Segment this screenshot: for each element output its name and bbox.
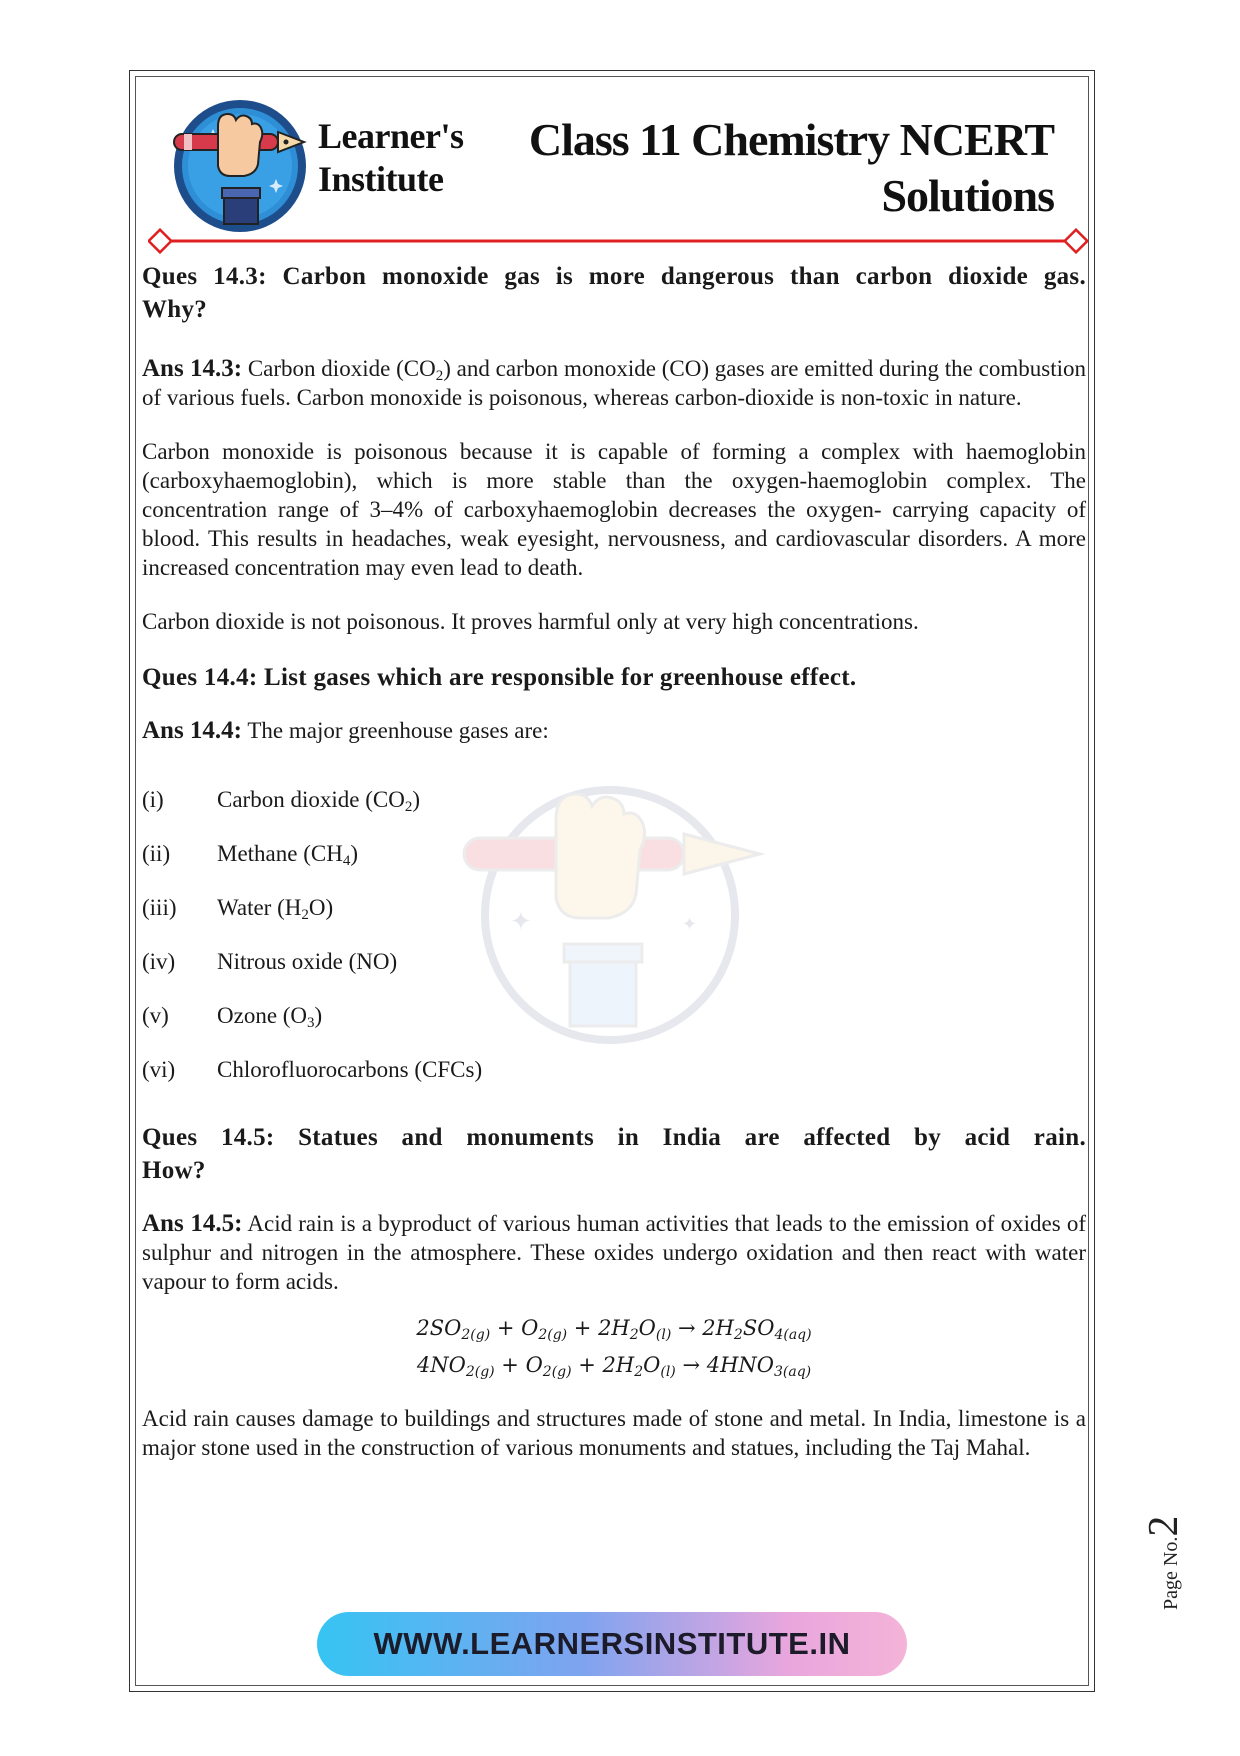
chemical-equations: [142, 1310, 1086, 1384]
list-item-text: Carbon dioxide $(CO_2)$: [217, 787, 420, 815]
list-item-number: (iii): [142, 895, 177, 920]
list-item: [142, 839, 1086, 893]
answer-14-3-p2: Carbon monoxide is poisonous because it is capable of forming a complex with haemoglobin (carboxyhaemoglobin), which is more stable than the oxygen-haemoglobin complex. The concentration range of 3–4% of carboxyhaemoglobin decreases the oxygen- carrying capacity of blood. This results in headaches, weak eyesight, nervousness, and cardiovascular disorders. A more increased concentration may even lead to death.: [142, 439, 1086, 580]
list-item-number: (v): [142, 1003, 169, 1028]
question-14-3: Ques 14.3: Carbon monoxide gas is more dangerous than carbon dioxide gas. Why?: [142, 263, 1086, 323]
list-item-text: Nitrous oxide (NO): [217, 949, 398, 974]
list-item: [142, 785, 1086, 839]
brand-line-2: Institute: [318, 159, 444, 199]
list-item-text: Chlorofluorocarbons (CFCs): [217, 1057, 483, 1082]
greenhouse-gas-list: [142, 785, 1086, 1095]
list-item-text: Water $(H_2O)$: [217, 895, 334, 923]
answer-14-3-text-b: ) and carbon monoxide (CO) gases are emitted during the combustion of various fuels. Carbon monoxide is poisonous, whereas carbon-dioxide is non-toxic in nature.: [142, 356, 1086, 410]
list-item-number: (ii): [142, 841, 171, 866]
svg-text:✦: ✦: [682, 914, 698, 935]
answer-14-3-text-a: Carbon dioxide (CO: [242, 356, 436, 381]
equation-sulphuric-acid: $2SO_{2(g)} + O_{2(g)} + 2H_2O_{(l)} \to 2H_2SO_{4(aq)}$: [416, 1316, 812, 1343]
title-line-1: Class 11 Chemistry NCERT: [528, 114, 1054, 165]
list-item-text: Methane $(CH_4)$: [217, 841, 358, 869]
list-item: [142, 1001, 1086, 1055]
list-item-number: (iv): [142, 949, 176, 974]
list-item-text: Ozone $(O_3)$: [217, 1003, 323, 1031]
answer-label-14-3: Ans 14.3:: [142, 355, 243, 382]
title-line-2: Solutions: [881, 170, 1054, 221]
page-number-label: Page No.: [1160, 1536, 1182, 1610]
list-item: [142, 1055, 1086, 1095]
list-item: [142, 893, 1086, 947]
equation-nitric-acid: $4NO_{2(g)} + O_{2(g)} + 2H_2O_{(l)} \to 4HNO_{3(aq)}$: [416, 1353, 812, 1380]
list-item: [142, 947, 1086, 1001]
answer-14-5-text: Acid rain is a byproduct of various human activities that leads to the emission of oxides of sulphur and nitrogen in the atmosphere. These oxides undergo oxidation and then react with water vapour to form acids.: [142, 1211, 1086, 1294]
page-number-value: 2: [1141, 1515, 1187, 1537]
svg-text:✦: ✦: [510, 907, 532, 937]
question-14-5: Ques 14.5: Statues and monuments in India are affected by acid rain. How?: [142, 1124, 1086, 1184]
page-content: [142, 260, 1086, 1487]
list-item-number: (i): [142, 787, 164, 812]
answer-14-4-intro: [142, 716, 1086, 745]
header-divider: [148, 228, 1088, 254]
answer-label-14-5: Ans 14.5:: [142, 1210, 243, 1237]
answer-14-4-text: The major greenhouse gases are:: [242, 718, 549, 743]
page-title: [529, 112, 1054, 224]
question-14-4: Ques 14.4: List gases which are responsible for greenhouse effect.: [142, 664, 857, 691]
page-number: [1140, 1516, 1188, 1610]
website-link[interactable]: WWW.LEARNERSINSTITUTE.IN: [317, 1612, 907, 1676]
brand-line-1: Learner's: [318, 116, 464, 156]
subscript: 2: [435, 368, 444, 384]
answer-14-5-p1: [142, 1209, 1086, 1296]
answer-14-3-p1: [142, 354, 1086, 412]
answer-14-3-p3: Carbon dioxide is not poisonous. It proves harmful only at very high concentrations.: [142, 609, 919, 634]
answer-14-5-p2: Acid rain causes damage to buildings and structures made of stone and metal. In India, limestone is a major stone used in the construction of various monuments and statues, including the Taj Mahal.: [142, 1406, 1086, 1460]
answer-label-14-4: Ans 14.4:: [142, 717, 243, 744]
learners-institute-logo: [170, 96, 310, 236]
brand-name: [318, 115, 463, 201]
list-item-number: (vi): [142, 1057, 176, 1082]
